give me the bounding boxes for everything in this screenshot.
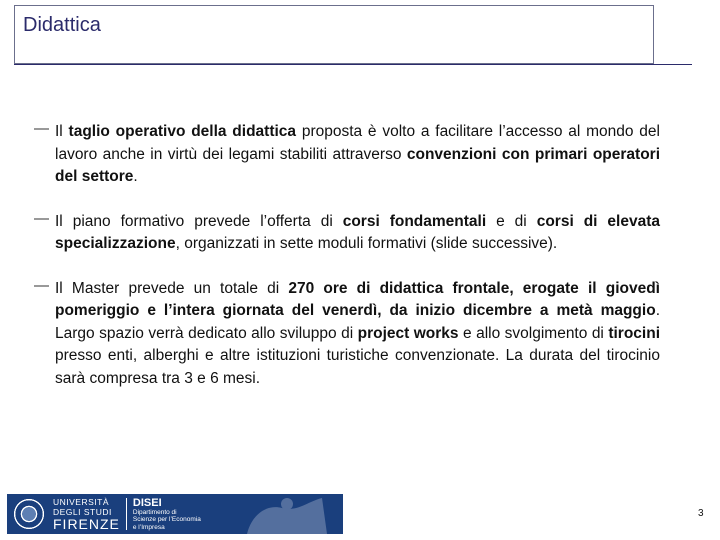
university-line-3: FIRENZE [53, 515, 120, 532]
text-segment: . Largo spazio verrà dedicato allo sviluppo di [55, 302, 660, 342]
university-seal-icon [13, 498, 45, 530]
bold-text-segment: corsi di elevata specializzazione [55, 212, 660, 252]
text-segment: presso enti, alberghi e altre istituzioni turistiche convenzionate. La durata del tirocinio sarà compresa tra 3 e 6 mesi. [55, 347, 660, 387]
bullet-list [34, 121, 660, 412]
bold-text-segment: taglio operativo della didattica [68, 123, 297, 140]
title-divider [14, 64, 692, 65]
university-line-1: UNIVERSITÀ [53, 496, 110, 507]
bullet-text [55, 280, 660, 387]
university-line-2: DEGLI STUDI [53, 506, 112, 517]
bullet-text [55, 213, 660, 253]
text-segment: Il piano formativo prevede l’offerta di [55, 212, 343, 230]
text-segment: Il [55, 123, 69, 140]
bullet-dash: — [34, 120, 49, 137]
bullet-item [34, 211, 660, 256]
department-abbr: DISEI [132, 496, 162, 509]
text-segment: Il Master prevede un totale di [55, 279, 289, 297]
university-name [53, 497, 120, 532]
bold-text-segment: corsi fondamentali [342, 212, 487, 230]
department-line-1: Dipartimento di [132, 508, 177, 516]
page-number: 3 [698, 508, 704, 519]
watermark-figure-icon [227, 494, 343, 534]
slide-title: Didattica [23, 14, 101, 36]
text-segment: , organizzati in sette moduli formativi (slide successive). [175, 235, 558, 252]
university-logo-banner [7, 494, 343, 534]
logo-divider [126, 498, 127, 530]
title-box [14, 5, 654, 64]
bullet-dash: — [34, 209, 49, 227]
department-name [133, 497, 201, 532]
bold-text-segment: project works [357, 324, 459, 342]
text-segment: e allo svolgimento di [458, 324, 609, 342]
bullet-item [34, 121, 660, 189]
bullet-text [55, 123, 660, 185]
text-segment: . [133, 168, 138, 185]
department-line-2: Scienze per l’Economia [132, 516, 201, 524]
text-segment: e di [486, 212, 537, 230]
bullet-item [34, 278, 660, 391]
department-line-3: e l’Impresa [132, 523, 165, 531]
bold-text-segment: convenzioni con primari operatori del settore [55, 145, 661, 185]
bullet-dash: — [34, 276, 49, 294]
text-segment: proposta è volto a facilitare l’accesso al mondo del lavoro anche in virtù dei legami stabiliti attraverso [55, 123, 660, 163]
bold-text-segment: 270 ore di didattica frontale, erogate il giovedì pomeriggio e l’intera giornata del venerdì, da inizio dicembre a metà maggio [55, 279, 660, 319]
bold-text-segment: tirocini [608, 324, 661, 342]
